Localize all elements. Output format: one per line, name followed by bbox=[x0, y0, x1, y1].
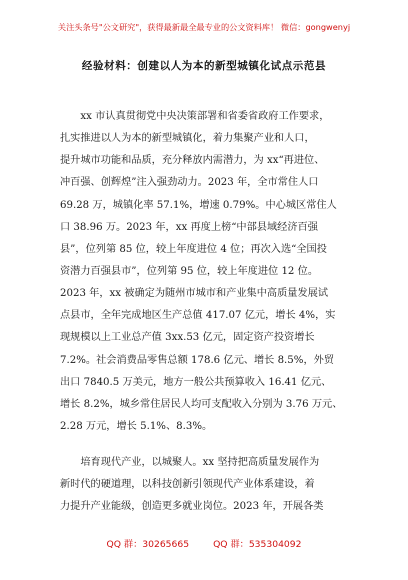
text-line: 69.28 万，城镇化率 57.1%，增速 0.79%。中心城区常住人 bbox=[60, 199, 337, 211]
footer-qq-group-1: QQ 群：30265665 bbox=[106, 539, 190, 550]
text-line: 培育现代产业，以城聚人。xx 坚持把高质量发展作为 bbox=[60, 457, 320, 468]
text-line: 资潜力百强县市”，位列第 95 位，较上年度进位 12 位。 bbox=[60, 265, 319, 277]
text-line: 力提升产业能级，创造更多就业岗位。2023 年，开展各类 bbox=[60, 501, 324, 513]
text-line: 2023 年，xx 被确定为随州市城市和产业集中高质量发展试 bbox=[60, 288, 329, 300]
text-line: xx 市认真贯彻党中央决策部署和省委省政府工作要求， bbox=[60, 111, 330, 122]
text-line: 点县市，全年完成地区生产总值 417.07 亿元，增长 4%，实 bbox=[60, 310, 336, 322]
paragraph-1 bbox=[60, 106, 360, 438]
text-line: 新时代的硬道理，以科技创新引领现代产业体系建设，着 bbox=[60, 479, 315, 491]
text-line: 现规模以上工业总产值 3xx.53 亿元，固定资产投资增长 bbox=[60, 332, 315, 344]
text-line: 冲百强、创辉煌”注入强劲动力。2023 年，全市常住人口 bbox=[60, 177, 319, 189]
text-line: 增长 8.2%，城乡常住居民人均可支配收入分别为 3.76 万元、 bbox=[60, 398, 343, 410]
text-line: 出口 7840.5 万美元，地方一般公共预算收入 16.41 亿元、 bbox=[60, 376, 332, 388]
paragraph-2 bbox=[60, 452, 360, 518]
text-line: 口 38.96 万。2023 年，xx 再度上榜“中部县域经济百强 bbox=[60, 221, 318, 233]
footer-qq-group-2: QQ 群：535304092 bbox=[213, 539, 302, 550]
text-line: 县”，位列第 85 位，较上年度进位 4 位；再次入选“全国投 bbox=[60, 243, 327, 255]
text-line: 2.28 万元，增长 5.1%、8.3%。 bbox=[60, 420, 213, 432]
text-line: 7.2%。社会消费品零售总额 178.6 亿元、增长 8.5%，外贸 bbox=[60, 354, 335, 366]
document-title: 经验材料：创建以人为本的新型城镇化试点示范县 bbox=[81, 60, 327, 72]
text-line: 扎实推进以人为本的新型城镇化，着力集聚产业和人口， bbox=[60, 133, 315, 145]
text-line: 提升城市功能和品质，充分释放内需潜力，为 xx“再进位、 bbox=[60, 155, 325, 167]
footer-contact bbox=[0, 536, 408, 550]
header-banner: 关注头条号"公文研究"，获得最新最全最专业的公文资料库！ 微信：gongwenyj bbox=[57, 22, 351, 32]
